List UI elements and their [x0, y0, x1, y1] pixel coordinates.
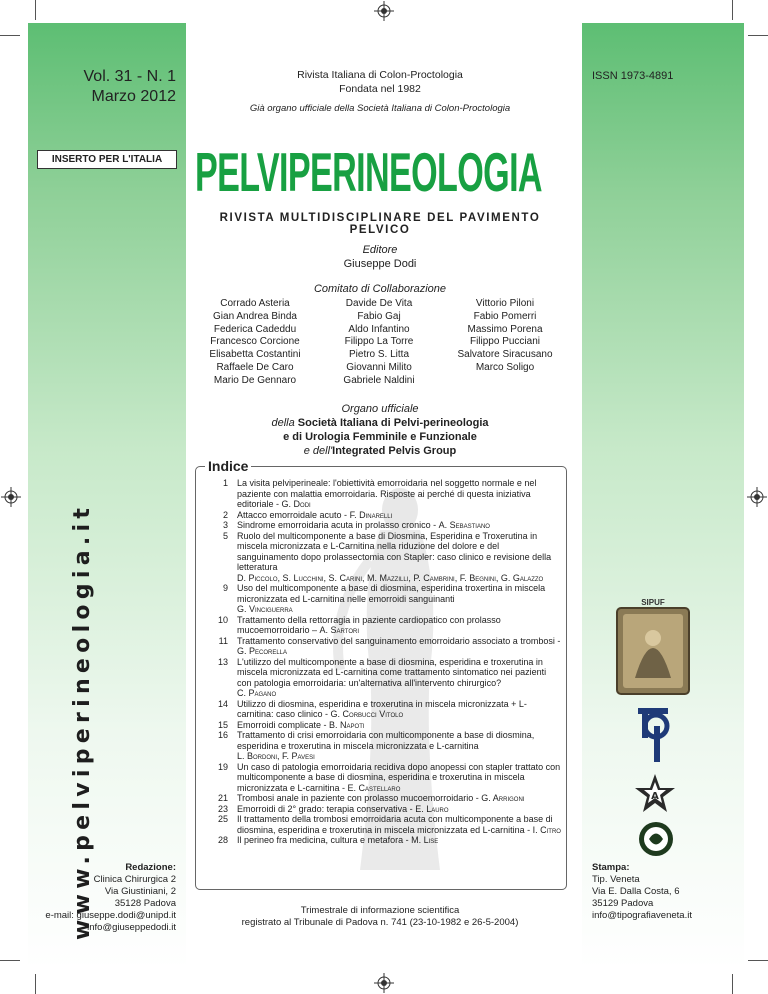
stampa-label: Stampa: — [592, 862, 630, 873]
toc-title: Un caso di patologia emorroidaria recidiva dopo anopessi con stapler trattato con multicomponente a base di diosmina, esperidina e troxerutina in miscela micronizzata e L-carnitina - — [237, 761, 561, 793]
committee-member: Federica Cadeddu — [213, 323, 297, 335]
crop-mark — [0, 35, 20, 36]
toc-authors: G. Vinciguerra — [237, 604, 293, 614]
toc-page-number: 5 — [222, 530, 228, 541]
toc-page-number: 13 — [217, 656, 228, 667]
organo-prefix: della — [271, 417, 298, 429]
editor-block — [195, 243, 565, 271]
society-name: Integrated Pelvis Group — [332, 445, 457, 457]
toc-page-number: 2 — [222, 509, 228, 520]
toc-authors: E. Lauro — [415, 803, 449, 814]
toc-title-block — [237, 636, 562, 657]
editor-label: Editore — [362, 244, 398, 256]
stampa-line: Tip. Veneta — [592, 874, 640, 885]
toc-title-block — [237, 804, 562, 815]
toc-entry[interactable] — [200, 520, 562, 531]
toc-authors: M. Lise — [411, 835, 439, 845]
toc-title: Attacco emorroidale acuto - — [237, 509, 350, 520]
redazione-line: Via Giustiniani, 2 — [104, 886, 176, 897]
toc-entry[interactable] — [200, 478, 562, 510]
toc-authors: G. Pecorella — [237, 646, 288, 656]
table-of-contents — [200, 478, 562, 846]
toc-authors: G. Corbucci Vitolo — [330, 709, 404, 719]
inserto-badge: INSERTO PER L'ITALIA — [37, 150, 177, 169]
toc-page-number: 23 — [217, 803, 228, 814]
indice-label: Indice — [205, 458, 251, 474]
crop-mark — [0, 960, 20, 961]
committee-member: Fabio Gaj — [357, 310, 401, 322]
toc-title: L'utilizzo del multicomponente a base di diosmina, esperidina e troxerutina in miscela micronizzata ed L-carnitina come trattamento sintomatico nei pazienti con patologia emorroidaria: un'alternativa all'intervento chirurgico? — [237, 656, 547, 688]
redazione-email[interactable]: info@giuseppedodi.it — [87, 922, 176, 933]
toc-authors: A. Sebastiano — [438, 520, 490, 530]
toc-entry[interactable] — [200, 804, 562, 815]
registrato-line: registrato al Tribunale di Padova n. 741 (23-10-1982 e 26-5-2004) — [241, 917, 519, 928]
committee-member: Filippo La Torre — [344, 336, 414, 348]
committee-member: Gabriele Naldini — [343, 374, 415, 386]
toc-page-number: 10 — [217, 614, 228, 625]
registration-mark-icon — [374, 1, 394, 21]
trimestrale-line: Trimestrale di informazione scientifica — [300, 905, 460, 916]
toc-page-number: 14 — [217, 698, 228, 709]
toc-page-number: 28 — [217, 835, 228, 845]
toc-authors: A. Sartori — [319, 625, 360, 635]
organo-label: Organo ufficiale — [341, 403, 419, 415]
toc-title-block — [237, 730, 562, 762]
committee-member: Massimo Porena — [467, 323, 543, 335]
toc-page-number: 1 — [222, 478, 228, 488]
stampa-block — [592, 862, 742, 922]
committee-member: Fabio Pomerri — [473, 310, 537, 322]
toc-page-number: 16 — [217, 730, 228, 740]
toc-title-block — [237, 531, 562, 584]
volume-info — [60, 67, 176, 107]
crop-mark — [748, 35, 768, 36]
registration-mark-icon — [374, 973, 394, 993]
rivista-line: Fondata nel 1982 — [339, 83, 421, 95]
toc-authors: B. Napoti — [329, 719, 365, 730]
toc-page-number: 21 — [217, 793, 228, 803]
toc-title-block — [237, 615, 562, 636]
pelvis-group-logo-icon — [636, 706, 670, 764]
toc-title: Utilizzo di diosmina, esperidina e troxerutina in miscela micronizzata + L-carnitina: caso clinico - — [237, 698, 527, 719]
toc-authors: G. Dodi — [281, 499, 311, 509]
toc-title: La visita pelviperineale: l'obiettività emorroidaria nel soggetto normale e nel paziente con malattia emorroidaria. Risposte ai perché di questa iniziativa editoriale - — [237, 478, 537, 509]
registration-mark-icon — [747, 487, 767, 507]
toc-title-block — [237, 657, 562, 699]
toc-page-number: 11 — [218, 635, 228, 646]
committee-member: Vittorio Piloni — [475, 298, 535, 309]
committee-member: Gian Andrea Binda — [213, 310, 297, 322]
committee-member: Mario De Gennaro — [213, 374, 297, 386]
issue-date: Marzo 2012 — [91, 88, 176, 105]
registration-footer — [195, 905, 565, 929]
stampa-line: 35129 Padova — [592, 898, 654, 909]
redazione-line: Clinica Chirurgica 2 — [93, 874, 176, 885]
toc-authors: F. Dinarelli — [349, 509, 393, 520]
crop-mark — [732, 974, 733, 994]
organo-ufficiale — [195, 402, 565, 458]
toc-page-number: 15 — [217, 719, 228, 730]
committee-member: Filippo Pucciani — [469, 336, 541, 348]
toc-title: Emorroidi di 2° grado: terapia conservativa - — [237, 803, 416, 814]
sipup-seal-icon — [615, 598, 691, 696]
journal-subtitle: RIVISTA MULTIDISCIPLINARE DEL PAVIMENTO PELVICO — [219, 212, 541, 236]
toc-entry[interactable] — [200, 730, 562, 762]
toc-title: Uso del multicomponente a base di diosmina, esperidina troxertina in miscela micronizzata ed L-carnitina nelle emorroidi sanguinanti — [237, 583, 546, 604]
stampa-email[interactable]: info@tipografiaveneta.it — [592, 910, 692, 921]
toc-title: Il trattamento della trombosi emorroidaria acuta con multicomponente a base di diosmina, esperidina e troxerutina in miscela micronizzata ed L-carnitina - — [237, 814, 553, 835]
toc-entry[interactable] — [200, 835, 562, 846]
toc-authors: L. Bordoni, F. Pavesi — [237, 751, 315, 761]
committee-member: Pietro S. Litta — [348, 349, 410, 361]
toc-entry[interactable] — [200, 793, 562, 804]
toc-title-block — [237, 793, 562, 804]
toc-entry[interactable] — [200, 720, 562, 731]
rivista-line: Rivista Italiana di Colon-Proctologia — [297, 69, 463, 81]
toc-title: Trattamento di crisi emorroidaria con multicomponente a base di diosmina, esperidina e troxerutina in miscela micronizzata e L-carnitina — [237, 730, 535, 751]
toc-entry[interactable] — [200, 814, 562, 835]
gia-organo: Già organo ufficiale della Società Italiana di Colon-Proctologia — [249, 103, 511, 114]
redazione-label: Redazione: — [125, 862, 176, 873]
toc-title: Il perineo fra medicina, cultura e metafora - — [237, 835, 412, 845]
society-name: e di Urologia Femminile e Funzionale — [283, 431, 477, 443]
toc-entry[interactable] — [200, 531, 562, 584]
journal-title-text: PELVIPERINEOLOGIA — [195, 141, 542, 203]
toc-title-block — [237, 720, 562, 731]
comitato-col-2 — [318, 298, 440, 388]
toc-title-block — [237, 762, 562, 794]
toc-authors: C. Pagano — [237, 688, 277, 698]
toc-authors: D. Piccolo, S. Lucchini, S. Carini, M. Mazzilli, P. Cambrini, F. Begnini, G. Galazzo — [237, 572, 544, 583]
issn: ISSN 1973-4891 — [592, 70, 674, 82]
svg-text:A: A — [651, 791, 659, 802]
volume-number: Vol. 31 - N. 1 — [83, 68, 176, 85]
toc-title-block — [237, 835, 562, 846]
toc-title: Ruolo del multicomponente a base di Diosmina, Esperidina e Troxerutina in miscela micronizzata e L-Carnitina nella riduzione del dolore e del sanguinamento dopo prolassectomia con Stapler: caso clinico e revisione della letteratura — [237, 530, 552, 572]
rivista-info — [215, 68, 545, 96]
toc-page-number: 19 — [217, 761, 228, 772]
toc-title-block — [237, 699, 562, 720]
committee-member: Giovanni Milito — [346, 361, 412, 373]
toc-page-number: 3 — [222, 520, 228, 530]
sipup-text: SIPUF — [641, 598, 665, 607]
toc-entry[interactable] — [200, 636, 562, 657]
redazione-line: 35128 Padova — [114, 898, 176, 909]
toc-authors: G. Arrigoni — [481, 793, 525, 803]
comitato-label: Comitato di Collaborazione — [313, 283, 447, 295]
committee-member: Marco Soligo — [475, 361, 535, 373]
comitato-col-3 — [445, 298, 565, 375]
toc-authors: I. Citro — [532, 824, 561, 835]
committee-member: Elisabetta Costantini — [209, 349, 301, 361]
organo-prefix: e dell' — [303, 445, 333, 457]
toc-entry[interactable] — [200, 510, 562, 521]
toc-title: Trattamento della rettorragia in paziente cardiopatico con prolasso mucoemorroidario – — [237, 614, 501, 635]
committee-member: Aldo Infantino — [348, 323, 410, 335]
crop-mark — [35, 974, 36, 994]
toc-page-number: 9 — [222, 583, 228, 593]
toc-title: Trattamento conservativo del sanguinamento emorroidario associato a trombosi - — [237, 635, 561, 646]
toc-title: Emorroidi complicate - — [237, 719, 330, 730]
committee-member: Salvatore Siracusano — [457, 349, 553, 361]
registration-mark-icon — [1, 487, 21, 507]
stampa-line: Via E. Dalla Costa, 6 — [592, 886, 680, 897]
committee-member: Davide De Vita — [345, 298, 413, 309]
toc-entry[interactable] — [200, 583, 562, 615]
committee-member: Corrado Asteria — [220, 298, 290, 309]
crop-mark — [748, 960, 768, 961]
toc-page-number: 25 — [217, 814, 228, 824]
committee-member: Raffaele De Caro — [216, 361, 294, 373]
toc-entry[interactable] — [200, 762, 562, 794]
crop-mark — [35, 0, 36, 20]
crop-mark — [732, 0, 733, 20]
website-vertical[interactable]: www.pelviperineologia.it — [70, 502, 95, 940]
redazione-block — [30, 862, 176, 934]
toc-title-block — [237, 510, 562, 521]
journal-title — [195, 140, 563, 204]
toc-title-block — [237, 520, 562, 531]
toc-title: Sindrome emorroidaria acuta in prolasso cronico - — [237, 520, 439, 530]
toc-entry[interactable] — [200, 615, 562, 636]
comitato-col-1 — [195, 298, 315, 388]
redazione-email[interactable]: e-mail: giuseppe.dodi@unipd.it — [45, 910, 176, 921]
toc-entry[interactable] — [200, 699, 562, 720]
round-society-logo-icon — [637, 820, 675, 858]
toc-title: Trombosi anale in paziente con prolasso mucoemorroidario - — [237, 793, 482, 803]
toc-title-block — [237, 814, 562, 835]
star-society-logo-icon — [633, 772, 677, 816]
toc-entry[interactable] — [200, 657, 562, 699]
editor-name: Giuseppe Dodi — [343, 258, 417, 270]
toc-title-block — [237, 478, 562, 510]
toc-title-block — [237, 583, 562, 615]
society-name: Società Italiana di Pelvi-perineologia — [297, 417, 489, 429]
committee-member: Francesco Corcione — [210, 336, 300, 348]
toc-authors: E. Castellaro — [347, 782, 401, 793]
